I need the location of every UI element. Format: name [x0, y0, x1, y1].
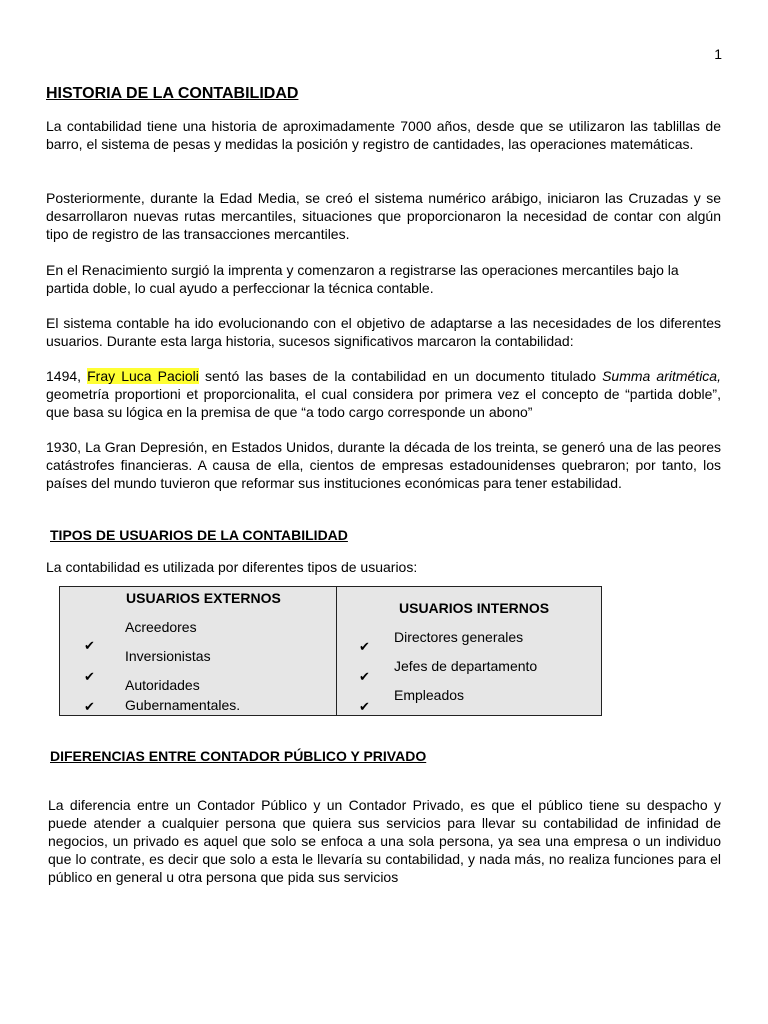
paragraph-renaissance: En el Renacimiento surgió la imprenta y comenzaron a registrarse las operaciones mercantiles bajo la partida doble, lo cual ayudo a perfeccionar la técnica contable.	[46, 262, 679, 296]
users-intro: La contabilidad es utilizada por diferentes tipos de usuarios:	[46, 559, 418, 575]
checkmark-icon: ✔	[359, 669, 370, 684]
internal-users-heading: USUARIOS INTERNOS	[399, 600, 550, 616]
internal-user-item: Jefes de departamento	[394, 658, 538, 674]
differences-section-heading: DIFERENCIAS ENTRE CONTADOR PÚBLICO Y PRIVADO	[50, 748, 427, 764]
highlighted-name: Fray Luca Pacioli	[87, 368, 199, 384]
external-users-column	[60, 587, 337, 715]
book-title: Summa aritmética,	[602, 368, 721, 384]
external-user-item: Acreedores	[125, 619, 197, 635]
external-user-item: Autoridades	[125, 677, 200, 693]
year-1494-prefix: 1494,	[46, 368, 88, 384]
external-user-item: Inversionistas	[125, 648, 211, 664]
users-section-heading: TIPOS DE USUARIOS DE LA CONTABILIDAD	[50, 527, 348, 543]
users-table	[59, 586, 602, 716]
paragraph-1930: 1930, La Gran Depresión, en Estados Unidos, durante la década de los treinta, se generó una de las peores catástrofes financieras. A causa de ella, cientos de empresas estadounidenses quebraron; por tanto, los países del mundo tuvieron que reformar sus instituciones económicas para tener estabilidad.	[46, 439, 721, 491]
internal-users-column	[337, 587, 601, 715]
checkmark-icon: ✔	[84, 699, 95, 714]
page-title: HISTORIA DE LA CONTABILIDAD	[46, 85, 299, 102]
external-users-heading: USUARIOS EXTERNOS	[126, 590, 281, 606]
checkmark-icon: ✔	[359, 639, 370, 654]
paragraph-1494	[46, 367, 721, 421]
paragraph-history-intro: La contabilidad tiene una historia de aproximadamente 7000 años, desde que se utilizaron las tablillas de barro, el sistema de pesas y medidas la posición y registro de cantidades, las operaciones matemáticas.	[46, 118, 721, 152]
checkmark-icon: ✔	[84, 638, 95, 653]
internal-user-item: Directores generales	[394, 629, 524, 645]
external-user-item: Gubernamentales.	[125, 697, 241, 713]
checkmark-icon: ✔	[359, 699, 370, 714]
internal-user-item: Empleados	[394, 687, 465, 703]
paragraph-1494-suffix: geometría proportioni et proporcionalita, el cual considera por primera vez el concepto de “partida doble”, que basa su lógica en la premisa de que “a todo cargo corresponde un abono”	[46, 386, 721, 420]
paragraph-middle-ages: Posteriormente, durante la Edad Media, se creó el sistema numérico arábigo, iniciaron las Cruzadas y se desarrollaron nuevas rutas mercantiles, situaciones que proporcionaron la necesidad de contar con algún tipo de registro de las transacciones mercantiles.	[46, 190, 721, 242]
paragraph-evolution: El sistema contable ha ido evolucionando con el objetivo de adaptarse a las necesidades de los diferentes usuarios. Durante esta larga historia, sucesos significativos marcaron la contabilidad:	[46, 315, 721, 349]
paragraph-1494-middle: sentó las bases de la contabilidad en un documento titulado	[198, 368, 603, 384]
page-number: 1	[714, 46, 722, 62]
paragraph-differences: La diferencia entre un Contador Público y un Contador Privado, es que el público tiene su despacho y puede atender a cualquier persona que quiera sus servicios para llevar su contabilidad de infinidad de negocios, un privado es aquel que solo se enfoca a una sola persona, ya sea una empresa o un individuo que lo contrate, es decir que solo a esta le llevaría su contabilidad, y nada más, no realiza funciones para el público en general u otra persona que pida sus servicios	[48, 797, 721, 885]
checkmark-icon: ✔	[84, 669, 95, 684]
